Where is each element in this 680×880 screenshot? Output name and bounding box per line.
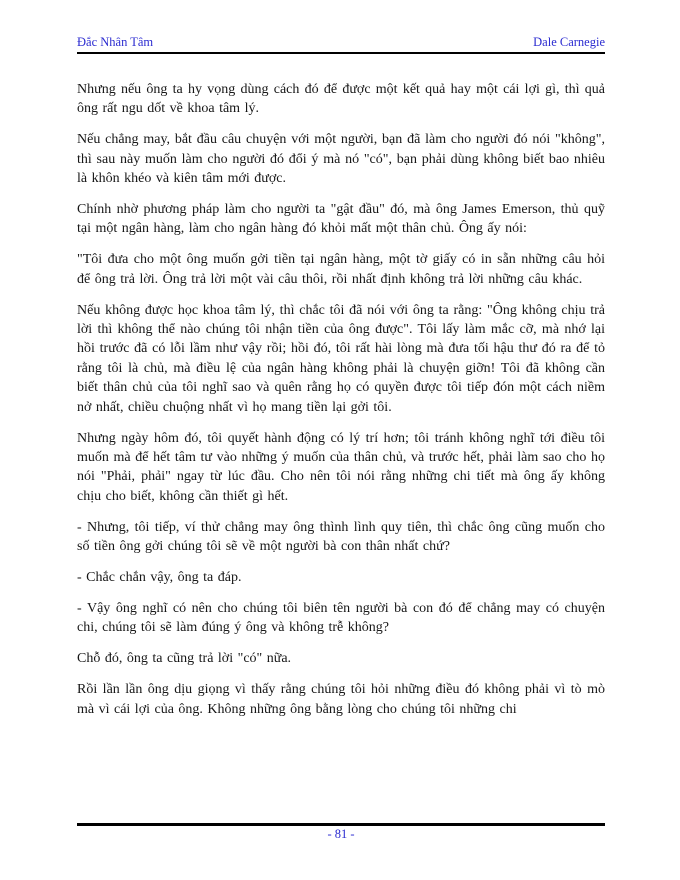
header-book-title: Đắc Nhân Tâm (77, 35, 154, 49)
document-body (77, 80, 605, 730)
paragraph: Nếu chẳng may, bắt đầu câu chuyện với một người, bạn đã làm cho người đó nói "không", thì sau này muốn làm cho người đó đổi ý mà nó "có", bạn phải dùng không biết bao nhiêu là khôn khéo và kiên tâm mới được. (77, 132, 605, 187)
paragraph: Nhưng nếu ông ta hy vọng dùng cách đó để được một kết quả hay một cái lợi gì, thì quả ông rất ngu dốt về khoa tâm lý. (77, 82, 605, 117)
paragraph: Rồi lần lần ông dịu giọng vì thấy rằng chúng tôi hỏi những điều đó không phải vì tò mò mà vì cái lợi của ông. Không những ông bằng lòng cho chúng tôi những chi (77, 682, 605, 717)
page-number: - 81 - (327, 827, 355, 841)
paragraph: "Tôi đưa cho một ông muốn gởi tiền tại ngân hàng, một tờ giấy có in sẵn những câu hỏi để ông trả lời. Ông trả lời một vài câu thôi, rồi nhất định không trả lời những câu khác. (77, 252, 605, 287)
paragraph: Nếu không được học khoa tâm lý, thì chắc tôi đã nói với ông ta rằng: "Ông không chịu trả lời thì không thể nào chúng tôi nhận tiền của ông được". Tôi lấy làm mắc cỡ, mà nhớ lại hồi trước đã có lỗi lầm như vậy rồi; hồi đó, tôi rất hài lòng mà đưa tối hậu thư đó ra để tỏ rằng tôi là chủ, mà điều lệ của ngân hàng không phải là chuyện giỡn! Tôi đã không cần biết thân chủ của tôi nghĩ sao và quên rằng họ có quyền được tôi tiếp đón một cách niềm nở nhất, chiều chuộng nhất vì họ mang tiền lại gởi tôi. (77, 302, 605, 415)
paragraph: Chính nhờ phương pháp làm cho người ta "gật đầu" đó, mà ông James Emerson, thủ quỹ tại một ngân hàng, làm cho ngân hàng đó khỏi mất một thân chủ. Ông ấy nói: (77, 202, 605, 237)
paragraph: Nhưng ngày hôm đó, tôi quyết hành động có lý trí hơn; tôi tránh không nghĩ tới điều tôi muốn mà để hết tâm tư vào những ý muốn của thân chủ, và trước hết, phải làm sao cho họ nói "Phải, phải" ngay từ lúc đầu. Cho nên tôi nói rằng những chi tiết mà ông ấy không chịu cho biết, không cần thiết gì hết. (77, 430, 605, 504)
paragraph: - Vậy ông nghĩ có nên cho chúng tôi biên tên người bà con đó để chẳng may có chuyện chi, chúng tôi sẽ làm đúng ý ông và không trễ không? (77, 600, 605, 636)
page-footer (77, 823, 605, 842)
paragraph: - Chắc chắn vậy, ông ta đáp. (77, 570, 242, 586)
paragraph: Chỗ đó, ông ta cũng trả lời "có" nữa. (77, 651, 292, 667)
page-header (77, 35, 605, 54)
paragraph: - Nhưng, tôi tiếp, ví thử chẳng may ông thình lình quy tiên, thì chắc ông cũng muốn cho số tiền ông gởi chúng tôi sẽ về một người bà con thân nhất chứ? (77, 519, 605, 555)
header-author: Dale Carnegie (533, 35, 605, 49)
